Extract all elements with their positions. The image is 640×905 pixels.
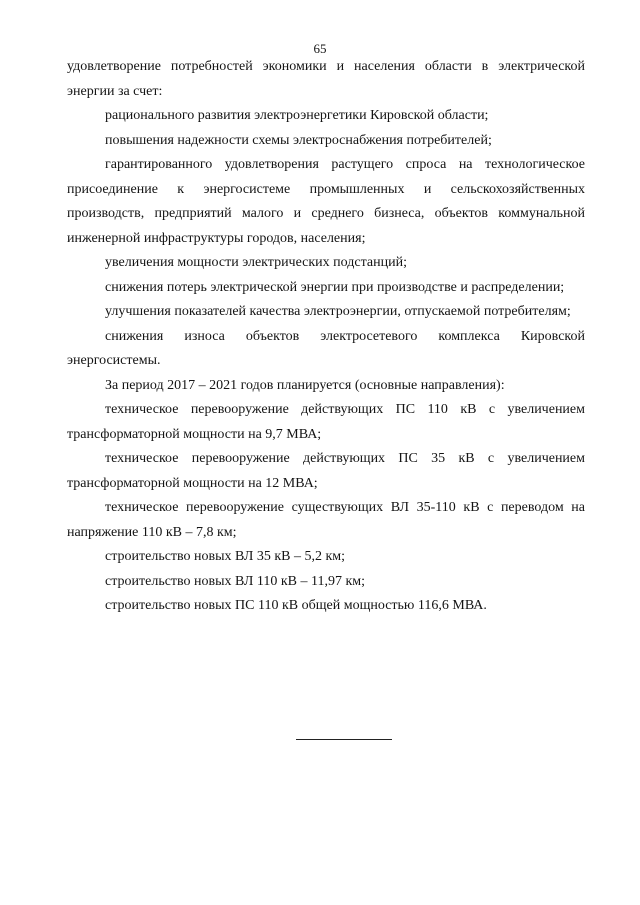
body-text bbox=[67, 55, 585, 619]
list-item: повышения надежности схемы электроснабжения потребителей; bbox=[105, 132, 492, 148]
list-item: техническое перевооружение существующих ВЛ 35-110 кВ с переводом на напряжение 110 кВ – 7,8 км; bbox=[67, 500, 585, 540]
list-item: строительство новых ВЛ 35 кВ – 5,2 км; bbox=[105, 549, 346, 564]
list-item: снижения износа объектов электросетевого комплекса Кировской энергосистемы. bbox=[67, 328, 585, 368]
list-item: снижения потерь электрической энергии при производстве и распределении; bbox=[105, 279, 565, 295]
list-item: рационального развития электроэнергетики Кировской области; bbox=[105, 108, 489, 123]
paragraph-intro: удовлетворение потребностей экономики и населения области в электрической энергии за счет: bbox=[67, 59, 585, 99]
list-item: увеличения мощности электрических подстанций; bbox=[105, 255, 407, 270]
paragraph-period: За период 2017 – 2021 годов планируется (основные направления): bbox=[105, 377, 505, 393]
end-divider bbox=[296, 739, 392, 740]
list-item: техническое перевооружение действующих ПС 110 кВ с увеличением трансформаторной мощности на 9,7 МВА; bbox=[67, 402, 585, 442]
list-item: строительство новых ВЛ 110 кВ – 11,97 км; bbox=[105, 573, 366, 589]
list-item: улучшения показателей качества электроэнергии, отпускаемой потребителям; bbox=[105, 304, 571, 319]
list-item: гарантированного удовлетворения растущего спроса на технологическое присоединение к энергосистеме промышленных и сельскохозяйственных производств, предприятий малого и среднего бизнеса, объектов коммунальной инженерной инфраструктуры городов, населения; bbox=[67, 157, 585, 246]
list-item: техническое перевооружение действующих ПС 35 кВ с увеличением трансформаторной мощности на 12 МВА; bbox=[67, 451, 585, 491]
page-number: 65 bbox=[313, 41, 327, 56]
list-item: строительство новых ПС 110 кВ общей мощностью 116,6 МВА. bbox=[105, 598, 487, 613]
